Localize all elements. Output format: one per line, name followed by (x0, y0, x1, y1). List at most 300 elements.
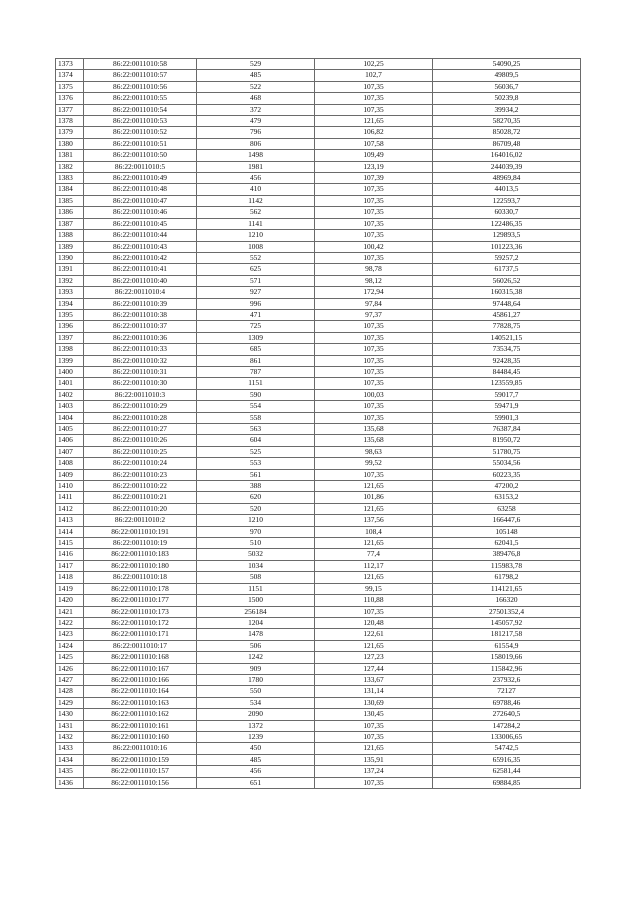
row-number-cell: 1428 (56, 686, 84, 697)
area-cell: 388 (197, 481, 315, 492)
row-number-cell: 1410 (56, 481, 84, 492)
area-cell: 685 (197, 344, 315, 355)
specific-value-cell: 121,65 (315, 503, 433, 514)
table-row (56, 469, 581, 480)
cadastral-number-cell: 86:22:0011010:33 (84, 344, 197, 355)
cadastral-number-cell: 86:22:0011010:53 (84, 116, 197, 127)
specific-value-cell: 127,44 (315, 663, 433, 674)
row-number-cell: 1422 (56, 617, 84, 628)
table-row (56, 127, 581, 138)
row-number-cell: 1400 (56, 366, 84, 377)
specific-value-cell: 123,19 (315, 161, 433, 172)
cadastral-number-cell: 86:22:0011010:50 (84, 150, 197, 161)
area-cell: 561 (197, 469, 315, 480)
cadastral-number-cell: 86:22:0011010:58 (84, 59, 197, 70)
table-body (56, 59, 581, 789)
row-number-cell: 1418 (56, 572, 84, 583)
row-number-cell: 1435 (56, 766, 84, 777)
table-row (56, 287, 581, 298)
cadastral-value-cell: 85028,72 (433, 127, 581, 138)
row-number-cell: 1395 (56, 309, 84, 320)
row-number-cell: 1376 (56, 93, 84, 104)
cadastral-value-cell: 48969,84 (433, 173, 581, 184)
area-cell: 651 (197, 777, 315, 788)
table-row (56, 481, 581, 492)
row-number-cell: 1429 (56, 697, 84, 708)
cadastral-value-cell: 84484,45 (433, 366, 581, 377)
area-cell: 508 (197, 572, 315, 583)
cadastral-number-cell: 86:22:0011010:30 (84, 378, 197, 389)
row-number-cell: 1408 (56, 458, 84, 469)
cadastral-number-cell: 86:22:0011010:23 (84, 469, 197, 480)
table-row (56, 195, 581, 206)
area-cell: 479 (197, 116, 315, 127)
row-number-cell: 1391 (56, 264, 84, 275)
cadastral-value-cell: 114121,65 (433, 583, 581, 594)
cadastral-value-cell: 69884,85 (433, 777, 581, 788)
cadastral-number-cell: 86:22:0011010:24 (84, 458, 197, 469)
area-cell: 625 (197, 264, 315, 275)
row-number-cell: 1407 (56, 446, 84, 457)
cadastral-number-cell: 86:22:0011010:36 (84, 332, 197, 343)
cadastral-value-cell: 166320 (433, 595, 581, 606)
specific-value-cell: 107,39 (315, 173, 433, 184)
row-number-cell: 1381 (56, 150, 84, 161)
table-row (56, 652, 581, 663)
cadastral-number-cell: 86:22:0011010:167 (84, 663, 197, 674)
cadastral-value-cell: 62581,44 (433, 766, 581, 777)
row-number-cell: 1419 (56, 583, 84, 594)
specific-value-cell: 107,35 (315, 184, 433, 195)
area-cell: 256184 (197, 606, 315, 617)
table-row (56, 617, 581, 628)
cadastral-number-cell: 86:22:0011010:19 (84, 538, 197, 549)
specific-value-cell: 109,49 (315, 150, 433, 161)
cadastral-value-cell: 160315,38 (433, 287, 581, 298)
row-number-cell: 1389 (56, 241, 84, 252)
area-cell: 534 (197, 697, 315, 708)
area-cell: 1142 (197, 195, 315, 206)
row-number-cell: 1434 (56, 754, 84, 765)
cadastral-number-cell: 86:22:0011010:191 (84, 526, 197, 537)
table-row (56, 230, 581, 241)
specific-value-cell: 107,35 (315, 218, 433, 229)
row-number-cell: 1423 (56, 629, 84, 640)
cadastral-value-table (55, 58, 581, 789)
table-row (56, 549, 581, 560)
cadastral-value-cell: 97448,64 (433, 298, 581, 309)
table-row (56, 275, 581, 286)
cadastral-number-cell: 86:22:0011010:163 (84, 697, 197, 708)
area-cell: 1210 (197, 515, 315, 526)
cadastral-value-cell: 59471,9 (433, 401, 581, 412)
cadastral-number-cell: 86:22:0011010:16 (84, 743, 197, 754)
table-row (56, 241, 581, 252)
area-cell: 1981 (197, 161, 315, 172)
row-number-cell: 1426 (56, 663, 84, 674)
area-cell: 5032 (197, 549, 315, 560)
cadastral-value-cell: 158019,66 (433, 652, 581, 663)
table-row (56, 743, 581, 754)
specific-value-cell: 130,45 (315, 709, 433, 720)
cadastral-number-cell: 86:22:0011010:177 (84, 595, 197, 606)
table-row (56, 207, 581, 218)
specific-value-cell: 133,67 (315, 674, 433, 685)
table-row (56, 344, 581, 355)
table-row (56, 138, 581, 149)
area-cell: 552 (197, 252, 315, 263)
cadastral-value-cell: 60223,35 (433, 469, 581, 480)
cadastral-number-cell: 86:22:0011010:49 (84, 173, 197, 184)
row-number-cell: 1393 (56, 287, 84, 298)
row-number-cell: 1379 (56, 127, 84, 138)
cadastral-value-cell: 122486,35 (433, 218, 581, 229)
area-cell: 563 (197, 424, 315, 435)
cadastral-number-cell: 86:22:0011010:21 (84, 492, 197, 503)
cadastral-number-cell: 86:22:0011010:164 (84, 686, 197, 697)
area-cell: 550 (197, 686, 315, 697)
specific-value-cell: 137,56 (315, 515, 433, 526)
specific-value-cell: 107,35 (315, 252, 433, 263)
specific-value-cell: 137,24 (315, 766, 433, 777)
specific-value-cell: 107,35 (315, 777, 433, 788)
row-number-cell: 1383 (56, 173, 84, 184)
area-cell: 1239 (197, 731, 315, 742)
cadastral-value-cell: 244039,39 (433, 161, 581, 172)
table-row (56, 401, 581, 412)
specific-value-cell: 100,42 (315, 241, 433, 252)
area-cell: 562 (197, 207, 315, 218)
cadastral-value-cell: 76387,84 (433, 424, 581, 435)
table-row (56, 252, 581, 263)
table-row (56, 629, 581, 640)
row-number-cell: 1417 (56, 560, 84, 571)
table-row (56, 412, 581, 423)
row-number-cell: 1387 (56, 218, 84, 229)
specific-value-cell: 107,35 (315, 606, 433, 617)
specific-value-cell: 108,4 (315, 526, 433, 537)
row-number-cell: 1397 (56, 332, 84, 343)
cadastral-value-cell: 61798,2 (433, 572, 581, 583)
cadastral-value-cell: 123559,85 (433, 378, 581, 389)
cadastral-number-cell: 86:22:0011010:39 (84, 298, 197, 309)
row-number-cell: 1415 (56, 538, 84, 549)
row-number-cell: 1388 (56, 230, 84, 241)
table-row (56, 766, 581, 777)
specific-value-cell: 130,69 (315, 697, 433, 708)
specific-value-cell: 107,35 (315, 195, 433, 206)
area-cell: 1242 (197, 652, 315, 663)
area-cell: 1478 (197, 629, 315, 640)
cadastral-number-cell: 86:22:0011010:44 (84, 230, 197, 241)
cadastral-value-cell: 61737,5 (433, 264, 581, 275)
row-number-cell: 1380 (56, 138, 84, 149)
table-row (56, 321, 581, 332)
area-cell: 410 (197, 184, 315, 195)
cadastral-value-cell: 145057,92 (433, 617, 581, 628)
area-cell: 450 (197, 743, 315, 754)
specific-value-cell: 107,35 (315, 332, 433, 343)
row-number-cell: 1403 (56, 401, 84, 412)
cadastral-number-cell: 86:22:0011010:3 (84, 389, 197, 400)
specific-value-cell: 99,15 (315, 583, 433, 594)
table-row (56, 70, 581, 81)
table-row (56, 378, 581, 389)
area-cell: 522 (197, 81, 315, 92)
area-cell: 471 (197, 309, 315, 320)
specific-value-cell: 106,82 (315, 127, 433, 138)
row-number-cell: 1430 (56, 709, 84, 720)
area-cell: 485 (197, 70, 315, 81)
area-cell: 1151 (197, 378, 315, 389)
area-cell: 806 (197, 138, 315, 149)
area-cell: 1372 (197, 720, 315, 731)
cadastral-value-cell: 63153,2 (433, 492, 581, 503)
cadastral-number-cell: 86:22:0011010:47 (84, 195, 197, 206)
cadastral-value-cell: 92428,35 (433, 355, 581, 366)
cadastral-value-cell: 65916,35 (433, 754, 581, 765)
cadastral-number-cell: 86:22:0011010:22 (84, 481, 197, 492)
row-number-cell: 1392 (56, 275, 84, 286)
row-number-cell: 1374 (56, 70, 84, 81)
row-number-cell: 1390 (56, 252, 84, 263)
specific-value-cell: 97,37 (315, 309, 433, 320)
area-cell: 787 (197, 366, 315, 377)
cadastral-number-cell: 86:22:0011010:159 (84, 754, 197, 765)
cadastral-value-cell: 55034,56 (433, 458, 581, 469)
table-row (56, 754, 581, 765)
row-number-cell: 1377 (56, 104, 84, 115)
cadastral-value-cell: 272640,5 (433, 709, 581, 720)
specific-value-cell: 121,65 (315, 572, 433, 583)
area-cell: 1034 (197, 560, 315, 571)
specific-value-cell: 98,12 (315, 275, 433, 286)
table-row (56, 731, 581, 742)
area-cell: 861 (197, 355, 315, 366)
cadastral-number-cell: 86:22:0011010:41 (84, 264, 197, 275)
specific-value-cell: 107,35 (315, 93, 433, 104)
cadastral-number-cell: 86:22:0011010:40 (84, 275, 197, 286)
table-row (56, 332, 581, 343)
table-row (56, 640, 581, 651)
row-number-cell: 1416 (56, 549, 84, 560)
row-number-cell: 1414 (56, 526, 84, 537)
area-cell: 1500 (197, 595, 315, 606)
cadastral-number-cell: 86:22:0011010:28 (84, 412, 197, 423)
specific-value-cell: 107,35 (315, 378, 433, 389)
area-cell: 996 (197, 298, 315, 309)
row-number-cell: 1398 (56, 344, 84, 355)
cadastral-value-cell: 61554,9 (433, 640, 581, 651)
specific-value-cell: 107,35 (315, 731, 433, 742)
specific-value-cell: 122,61 (315, 629, 433, 640)
specific-value-cell: 107,35 (315, 366, 433, 377)
specific-value-cell: 97,84 (315, 298, 433, 309)
area-cell: 525 (197, 446, 315, 457)
table-row (56, 184, 581, 195)
specific-value-cell: 121,65 (315, 743, 433, 754)
cadastral-value-cell: 54742,5 (433, 743, 581, 754)
row-number-cell: 1413 (56, 515, 84, 526)
table-row (56, 458, 581, 469)
cadastral-number-cell: 86:22:0011010:183 (84, 549, 197, 560)
cadastral-number-cell: 86:22:0011010:166 (84, 674, 197, 685)
cadastral-value-cell: 166447,6 (433, 515, 581, 526)
table-row (56, 560, 581, 571)
cadastral-number-cell: 86:22:0011010:161 (84, 720, 197, 731)
specific-value-cell: 107,35 (315, 412, 433, 423)
table-row (56, 389, 581, 400)
table-row (56, 526, 581, 537)
cadastral-number-cell: 86:22:0011010:157 (84, 766, 197, 777)
cadastral-value-cell: 140521,15 (433, 332, 581, 343)
row-number-cell: 1425 (56, 652, 84, 663)
area-cell: 620 (197, 492, 315, 503)
table-row (56, 595, 581, 606)
specific-value-cell: 107,35 (315, 207, 433, 218)
row-number-cell: 1375 (56, 81, 84, 92)
cadastral-number-cell: 86:22:0011010:38 (84, 309, 197, 320)
cadastral-value-cell: 77828,75 (433, 321, 581, 332)
specific-value-cell: 102,25 (315, 59, 433, 70)
row-number-cell: 1420 (56, 595, 84, 606)
cadastral-number-cell: 86:22:0011010:56 (84, 81, 197, 92)
table-row (56, 366, 581, 377)
row-number-cell: 1433 (56, 743, 84, 754)
table-row (56, 218, 581, 229)
specific-value-cell: 121,65 (315, 640, 433, 651)
area-cell: 927 (197, 287, 315, 298)
specific-value-cell: 112,17 (315, 560, 433, 571)
cadastral-number-cell: 86:22:0011010:20 (84, 503, 197, 514)
cadastral-number-cell: 86:22:0011010:27 (84, 424, 197, 435)
specific-value-cell: 99,52 (315, 458, 433, 469)
row-number-cell: 1384 (56, 184, 84, 195)
table-row (56, 492, 581, 503)
cadastral-number-cell: 86:22:0011010:4 (84, 287, 197, 298)
cadastral-value-cell: 50239,8 (433, 93, 581, 104)
specific-value-cell: 101,86 (315, 492, 433, 503)
table-row (56, 298, 581, 309)
specific-value-cell: 121,65 (315, 116, 433, 127)
cadastral-number-cell: 86:22:0011010:54 (84, 104, 197, 115)
table-row (56, 572, 581, 583)
cadastral-value-cell: 115983,78 (433, 560, 581, 571)
table-row (56, 709, 581, 720)
specific-value-cell: 102,7 (315, 70, 433, 81)
row-number-cell: 1386 (56, 207, 84, 218)
specific-value-cell: 98,63 (315, 446, 433, 457)
row-number-cell: 1431 (56, 720, 84, 731)
cadastral-number-cell: 86:22:0011010:172 (84, 617, 197, 628)
cadastral-number-cell: 86:22:0011010:31 (84, 366, 197, 377)
cadastral-value-cell: 47200,2 (433, 481, 581, 492)
table-row (56, 81, 581, 92)
table-row (56, 777, 581, 788)
specific-value-cell: 98,78 (315, 264, 433, 275)
area-cell: 1151 (197, 583, 315, 594)
table-row (56, 93, 581, 104)
specific-value-cell: 127,23 (315, 652, 433, 663)
cadastral-number-cell: 86:22:0011010:51 (84, 138, 197, 149)
area-cell: 2090 (197, 709, 315, 720)
area-cell: 553 (197, 458, 315, 469)
cadastral-value-cell: 56026,52 (433, 275, 581, 286)
cadastral-value-cell: 72127 (433, 686, 581, 697)
cadastral-number-cell: 86:22:0011010:178 (84, 583, 197, 594)
table-row (56, 674, 581, 685)
cadastral-value-cell: 69788,46 (433, 697, 581, 708)
cadastral-value-cell: 122593,7 (433, 195, 581, 206)
area-cell: 604 (197, 435, 315, 446)
area-cell: 558 (197, 412, 315, 423)
cadastral-number-cell: 86:22:0011010:2 (84, 515, 197, 526)
area-cell: 1210 (197, 230, 315, 241)
table-row (56, 104, 581, 115)
row-number-cell: 1409 (56, 469, 84, 480)
area-cell: 529 (197, 59, 315, 70)
row-number-cell: 1427 (56, 674, 84, 685)
area-cell: 909 (197, 663, 315, 674)
cadastral-value-cell: 44013,5 (433, 184, 581, 195)
row-number-cell: 1373 (56, 59, 84, 70)
table-row (56, 116, 581, 127)
cadastral-number-cell: 86:22:0011010:52 (84, 127, 197, 138)
specific-value-cell: 110,88 (315, 595, 433, 606)
cadastral-number-cell: 86:22:0011010:45 (84, 218, 197, 229)
cadastral-number-cell: 86:22:0011010:25 (84, 446, 197, 457)
row-number-cell: 1382 (56, 161, 84, 172)
area-cell: 520 (197, 503, 315, 514)
area-cell: 554 (197, 401, 315, 412)
area-cell: 1498 (197, 150, 315, 161)
cadastral-number-cell: 86:22:0011010:168 (84, 652, 197, 663)
area-cell: 510 (197, 538, 315, 549)
area-cell: 372 (197, 104, 315, 115)
specific-value-cell: 100,03 (315, 389, 433, 400)
table-row (56, 720, 581, 731)
cadastral-value-cell: 39934,2 (433, 104, 581, 115)
table-row (56, 583, 581, 594)
table-row (56, 355, 581, 366)
specific-value-cell: 107,35 (315, 355, 433, 366)
area-cell: 571 (197, 275, 315, 286)
table-row (56, 264, 581, 275)
specific-value-cell: 135,91 (315, 754, 433, 765)
area-cell: 725 (197, 321, 315, 332)
cadastral-number-cell: 86:22:0011010:57 (84, 70, 197, 81)
area-cell: 456 (197, 766, 315, 777)
area-cell: 970 (197, 526, 315, 537)
cadastral-number-cell: 86:22:0011010:160 (84, 731, 197, 742)
cadastral-number-cell: 86:22:0011010:18 (84, 572, 197, 583)
cadastral-value-cell: 81950,72 (433, 435, 581, 446)
cadastral-value-cell: 73534,75 (433, 344, 581, 355)
cadastral-value-cell: 54090,25 (433, 59, 581, 70)
cadastral-value-cell: 389476,8 (433, 549, 581, 560)
row-number-cell: 1432 (56, 731, 84, 742)
specific-value-cell: 107,35 (315, 344, 433, 355)
table-row (56, 686, 581, 697)
cadastral-value-cell: 60330,7 (433, 207, 581, 218)
specific-value-cell: 120,48 (315, 617, 433, 628)
specific-value-cell: 77,4 (315, 549, 433, 560)
area-cell: 590 (197, 389, 315, 400)
cadastral-number-cell: 86:22:0011010:171 (84, 629, 197, 640)
specific-value-cell: 107,35 (315, 469, 433, 480)
area-cell: 1309 (197, 332, 315, 343)
row-number-cell: 1406 (56, 435, 84, 446)
